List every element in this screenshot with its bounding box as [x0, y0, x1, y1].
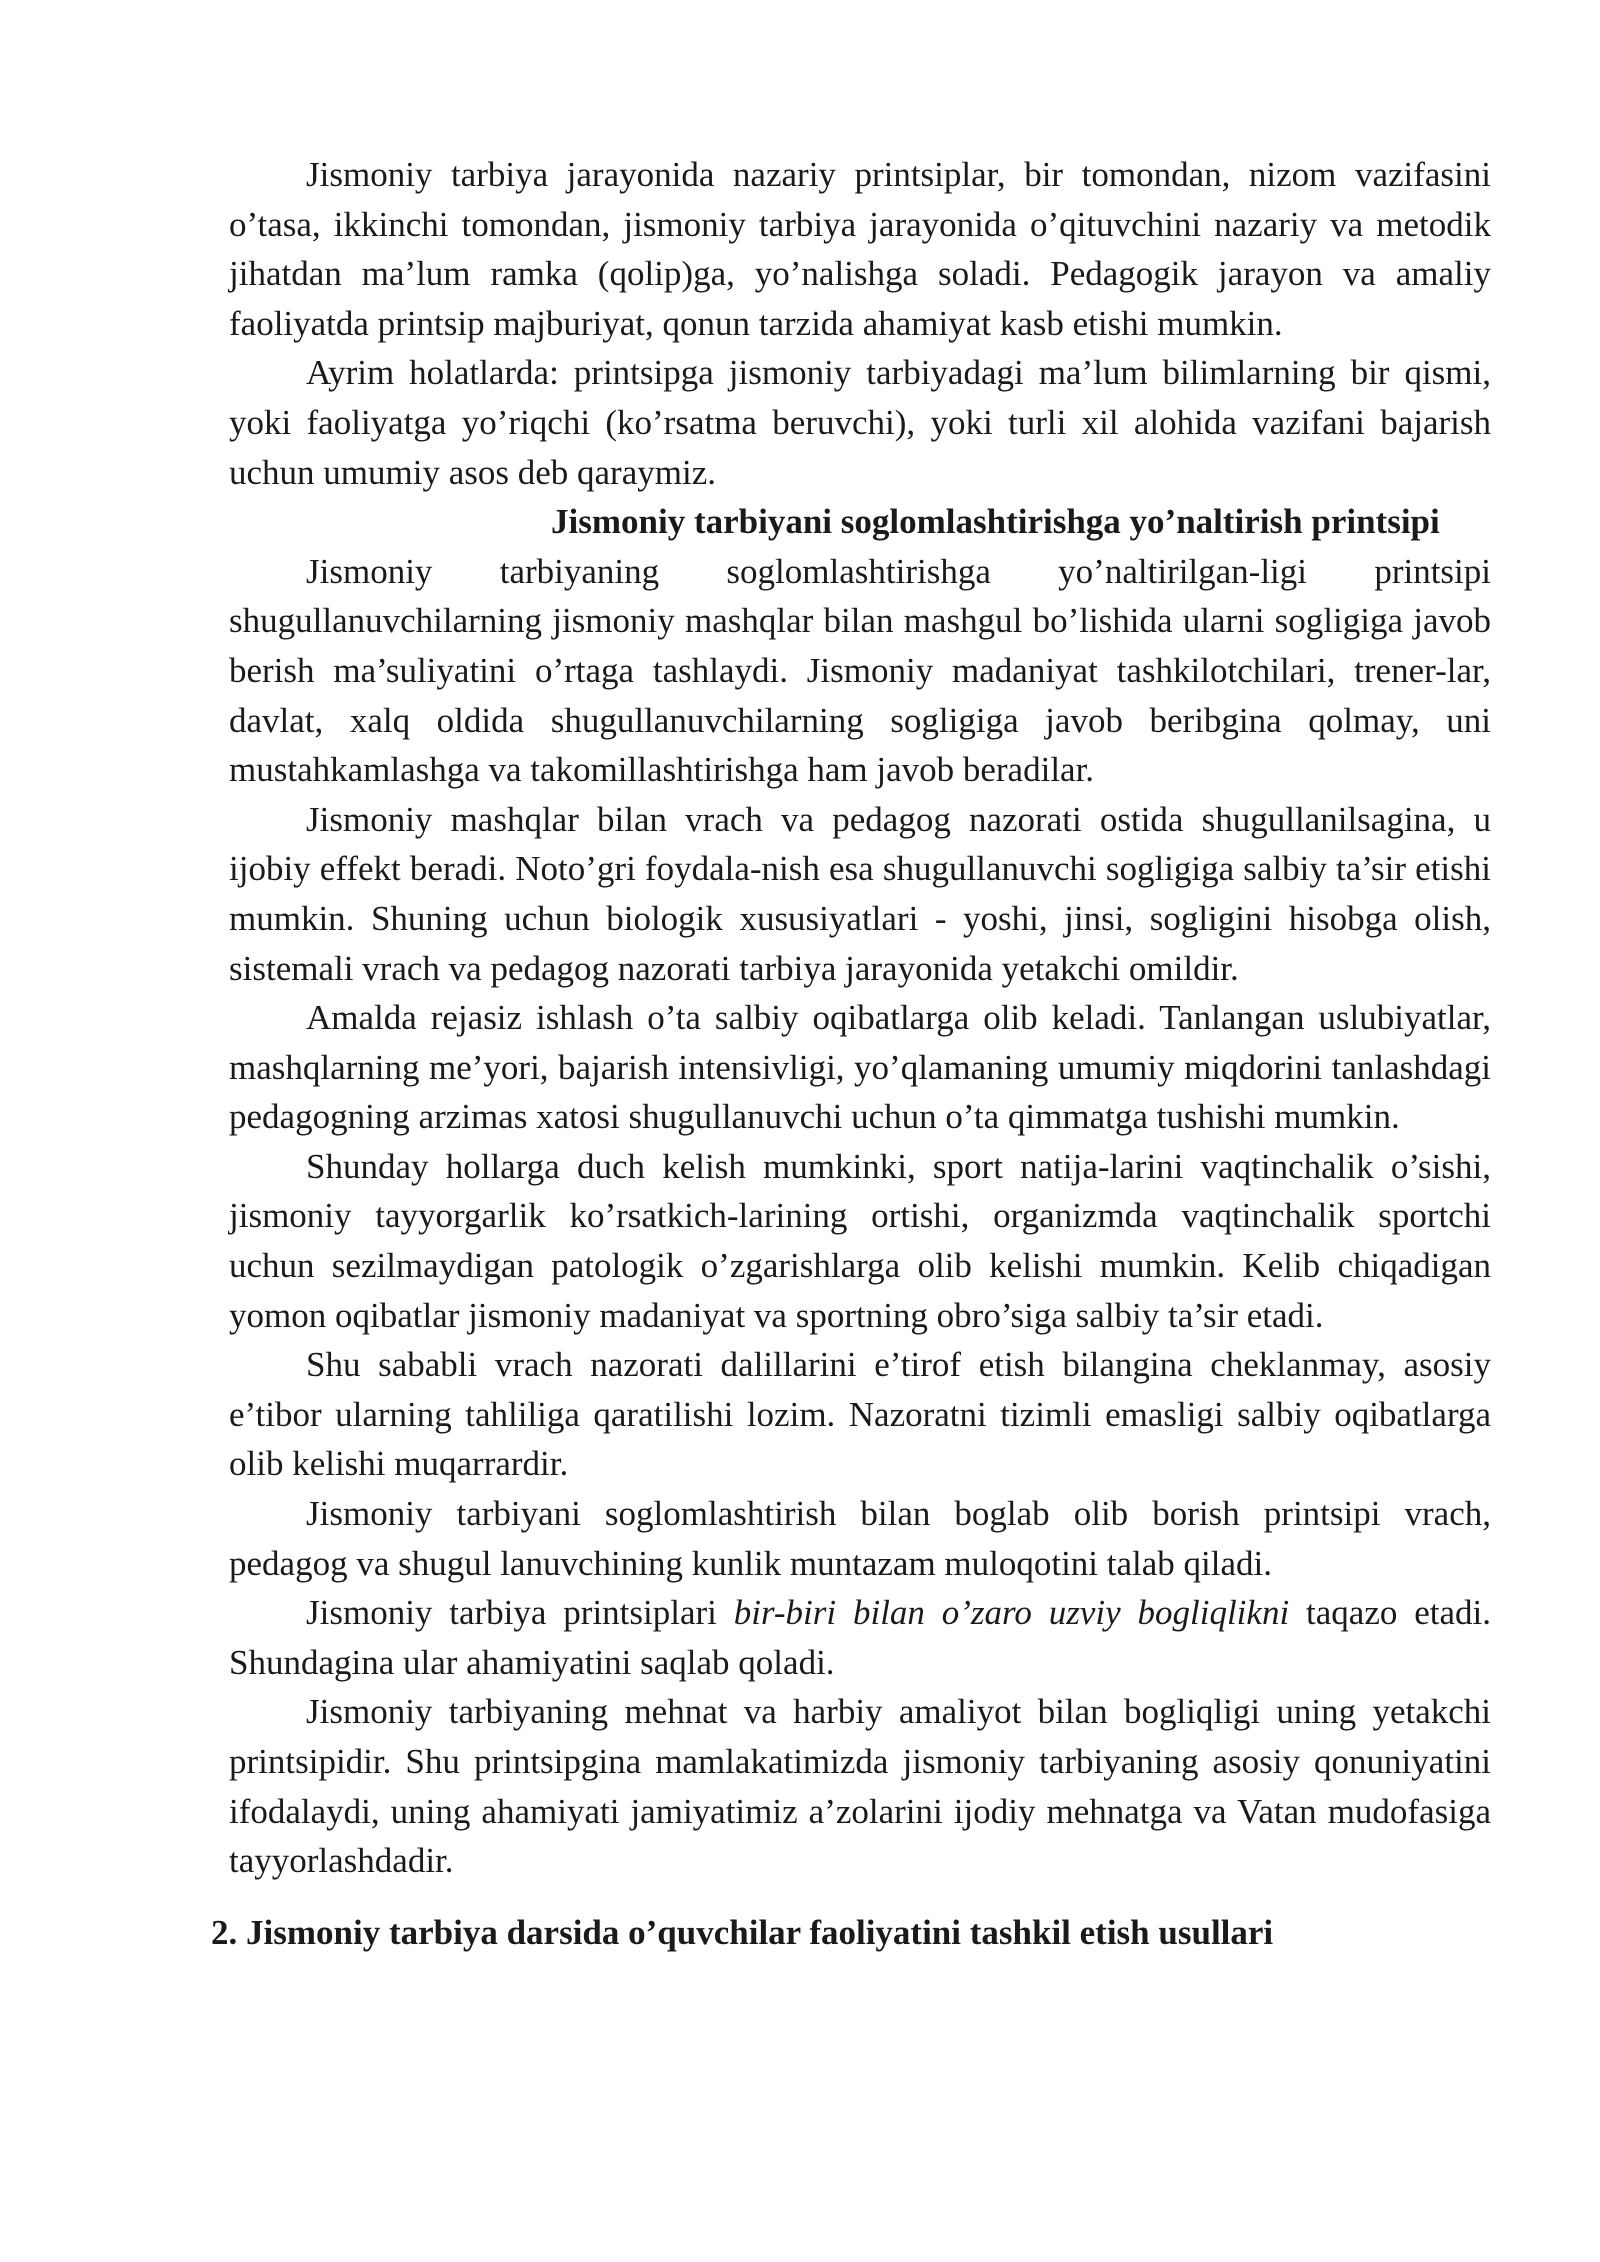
document-page: [211, 150, 1491, 1957]
paragraph-temporary-results: Shunday hollarga duch kelish mumkinki, sport natija-larini vaqtinchalik o’sishi, jismoniy tayyorgarlik ko’rsatkich-larining ortishi, organizmda vaqtinchalik sportchi uchun sezilmaydigan patologik o’zgarishlarga olib kelishi mumkin. Kelib chiqadigan yomon oqibatlar jismoniy madaniyat va sportning obro’siga salbiy ta’sir etadi.: [229, 1146, 1491, 1335]
paragraph-control-analysis: Shu sababli vrach nazorati dalillarini e’tirof etish bilangina cheklanmay, asosiy e’tibor ularning tahliliga qaratilishi lozim. Nazoratni tizimli emasligi salbiy oqibatlarga olib kelishi muqarrardir.: [229, 1345, 1491, 1484]
section-heading-lesson-methods: 2. Jismoniy tarbiya darsida o’quvchilar faoliyatini tashkil etish usullari: [211, 1912, 1274, 1952]
paragraph-health-responsibility: Jismoniy tarbiyaning soglomlashtirishga yo’naltirilgan-ligi printsipi shugullanuvchilarning jismoniy mashqlar bilan mashgul bo’lishida ularni sogligiga javob berish ma’suliyatini o’rtaga tashlaydi. Jismoniy madaniyat tashkilotchilari, trener-lar, davlat, xalq oldida shugullanuvchilarning sogligiga javob beribgina qolmay, uni mustahkamlashga va takomillashtirishga ham javob beradilar.: [229, 551, 1491, 790]
paragraph-medical-control: Jismoniy mashqlar bilan vrach va pedagog nazorati ostida shugullanilsagina, u ijobiy effekt beradi. Noto’gri foydala-nish esa shugullanuvchi sogligiga salbiy ta’sir etishi mumkin. Shuning uchun biologik xususiyatlari - yoshi, jinsi, sogligini hisobga olish, sistemali vrach va pedagog nazorati tarbiya jarayonida yetakchi omildir.: [229, 799, 1491, 988]
interrelation-text-after: taqazo etadi. Shundagina ular ahamiyatini saqlab qoladi.: [229, 1593, 1491, 1682]
subheading-health-principle: Jismoniy tarbiyani soglomlashtirishga yo’naltirish printsipi: [551, 502, 1440, 542]
paragraph-labor-military: Jismoniy tarbiyaning mehnat va harbiy amaliyot bilan bogliqligi uning yetakchi printsipidir. Shu printsipgina mamlakatimizda jismoniy tarbiyaning asosiy qonuniyatini ifodalaydi, uning ahamiyati jamiyatimiz a’zolarini ijodiy mehnatga va Vatan mudofasiga tayyorlashdadir.: [229, 1692, 1491, 1881]
paragraph-unplanned-work: Amalda rejasiz ishlash o’ta salbiy oqibatlarga olib keladi. Tanlangan uslubiyatlar, mashqlarning me’yori, bajarish intensivligi, yo’qlamaning umumiy miqdorini tanlashdagi pedagogning arzimas xatosi shugullanuvchi uchun o’ta qimmatga tushishi mumkin.: [229, 998, 1491, 1137]
interrelation-text-before: Jismoniy tarbiya printsiplari: [306, 1593, 734, 1633]
interrelation-text-italic: bir-biri bilan o’zaro uzviy bogliqlikni: [733, 1593, 1290, 1633]
paragraph-interrelation: [229, 1588, 1491, 1687]
paragraph-daily-communication: Jismoniy tarbiyani soglomlashtirish bilan boglab olib borish printsipi vrach, pedagog va shugul lanuvchining kunlik muntazam muloqotini talab qiladi.: [229, 1494, 1491, 1583]
paragraph-principle-definition: Ayrim holatlarda: printsipga jismoniy tarbiyadagi ma’lum bilimlarning bir qismi, yoki faoliyatga yo’riqchi (ko’rsatma beruvchi), yoki turli xil alohida vazifani bajarish uchun umumiy asos deb qaraymiz.: [229, 353, 1491, 492]
paragraph-principles-intro: Jismoniy tarbiya jarayonida nazariy printsiplar, bir tomondan, nizom vazifasini o’tasa, ikkinchi tomondan, jismoniy tarbiya jarayonida o’qituvchini nazariy va metodik jihatdan ma’lum ramka (qolip)ga, yo’nalishga soladi. Pedagogik jarayon va amaliy faoliyatda printsip majburiyat, qonun tarzida ahamiyat kasb etishi mumkin.: [229, 155, 1491, 343]
